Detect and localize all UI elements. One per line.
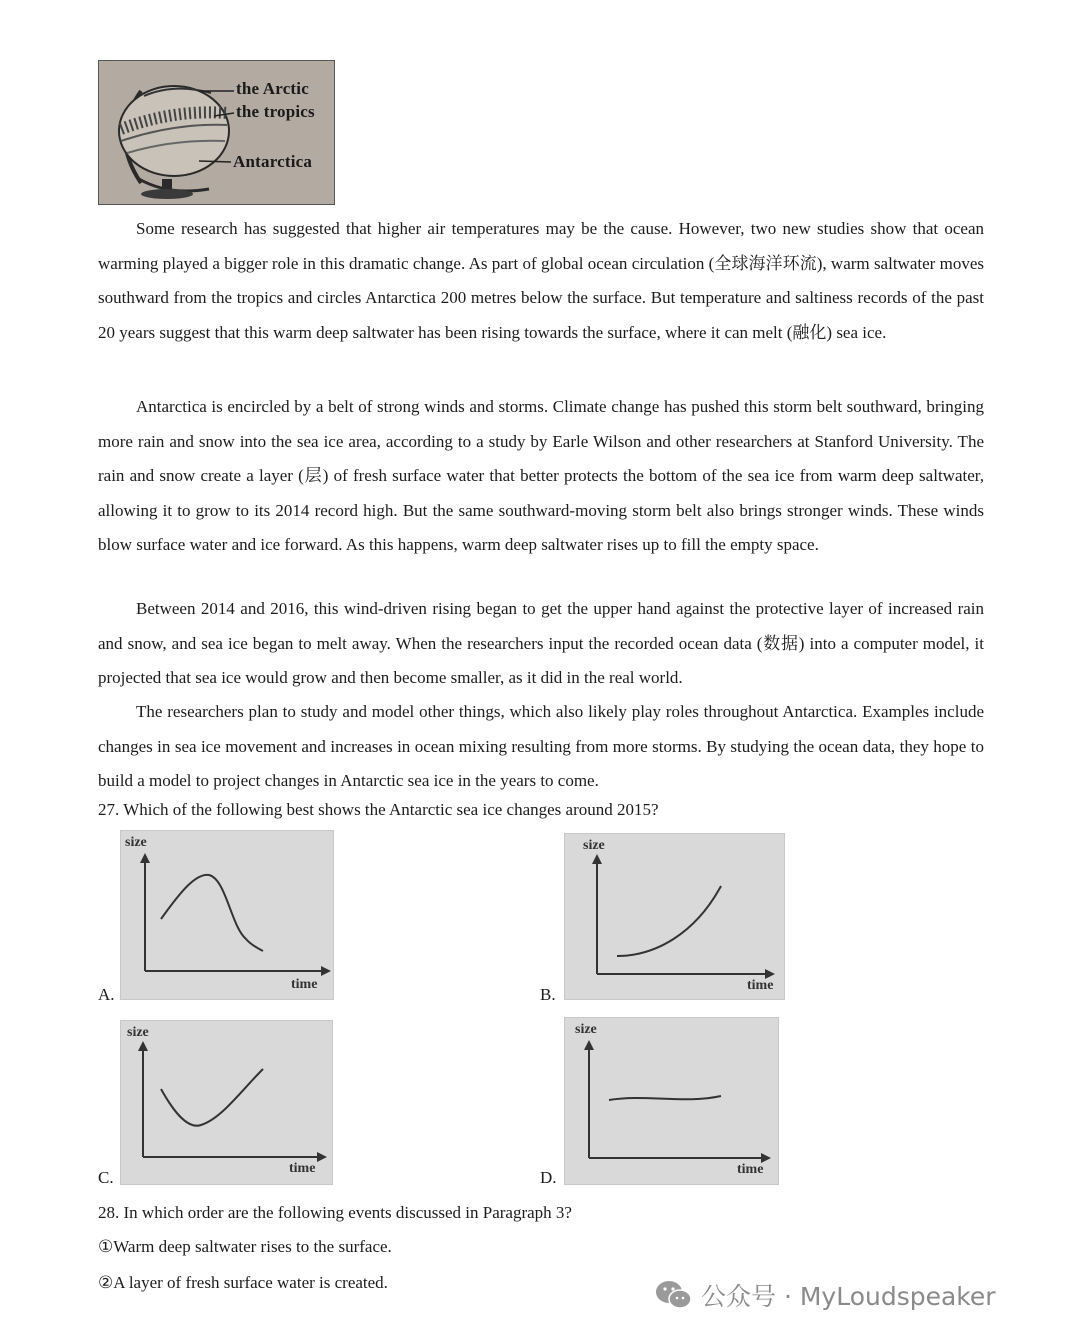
- watermark: [655, 1275, 996, 1315]
- y-axis-arrow: [140, 853, 150, 863]
- option-c-graph[interactable]: [120, 1020, 333, 1185]
- y-label-a: size: [125, 835, 147, 850]
- event-1: ①Warm deep saltwater rises to the surface.: [98, 1237, 392, 1256]
- question-28: 28. In which order are the following events discussed in Paragraph 3?: [98, 1203, 572, 1222]
- curve-d: [609, 1096, 721, 1100]
- option-d-graph[interactable]: [564, 1017, 779, 1185]
- y-axis-arrow: [138, 1041, 148, 1051]
- y-label-b: size: [583, 838, 605, 853]
- curve-b: [617, 886, 721, 956]
- option-d-letter[interactable]: D.: [540, 1168, 557, 1187]
- label-antarctica: Antarctica: [233, 152, 313, 171]
- curve-a: [161, 875, 263, 951]
- question-27: 27. Which of the following best shows the Antarctic sea ice changes around 2015?: [98, 800, 659, 819]
- wechat-icon: [655, 1279, 693, 1311]
- watermark-text: 公众号 · MyLoudspeaker: [701, 1282, 996, 1311]
- y-label-c: size: [127, 1025, 149, 1040]
- paragraph-2: Antarctica is encircled by a belt of strong winds and storms. Climate change has pushed this storm belt southward, bringing more rain and snow into the sea ice area, according to a study by Earle Wilson and other researchers at Stanford University. The rain and snow create a layer (层) of fresh surface water that better protects the bottom of the sea ice from warm deep saltwater, allowing it to grow to its 2014 record high. But the same southward-moving storm belt also brings stronger winds. These winds blow surface water and ice forward. As this happens, warm deep saltwater rises up to fill the empty space.: [98, 397, 984, 554]
- y-label-d: size: [575, 1022, 597, 1037]
- label-tropics: the tropics: [236, 102, 315, 121]
- curve-c: [161, 1069, 263, 1126]
- paragraph-4: The researchers plan to study and model other things, which also likely play roles throughout Antarctica. Examples include changes in sea ice movement and increases in ocean mixing resulting from more storms. By studying the ocean data, they hope to build a model to project changes in Antarctic sea ice in the years to come.: [98, 702, 984, 790]
- option-c-letter[interactable]: C.: [98, 1168, 114, 1187]
- x-axis-arrow: [321, 966, 331, 976]
- option-b-letter[interactable]: B.: [540, 985, 556, 1004]
- x-label-d: time: [737, 1162, 764, 1177]
- x-label-c: time: [289, 1161, 316, 1176]
- option-a-letter[interactable]: A.: [98, 985, 115, 1004]
- option-a-graph[interactable]: [120, 830, 334, 1000]
- paragraph-1: Some research has suggested that higher air temperatures may be the cause. However, two new studies show that ocean warming played a bigger role in this dramatic change. As part of global ocean circulation (全球海洋环流), warm saltwater moves southward from the tropics and circles Antarctica 200 metres below the surface. But temperature and saltiness records of the past 20 years suggest that this warm deep saltwater has been rising towards the surface, where it can melt (融化) sea ice.: [98, 219, 984, 342]
- y-axis-arrow: [592, 854, 602, 864]
- paragraph-3: Between 2014 and 2016, this wind-driven rising began to get the upper hand against the protective layer of increased rain and snow, and sea ice began to melt away. When the researchers input the recorded ocean data (数据) into a computer model, it projected that sea ice would grow and then become smaller, as it did in the real world.: [98, 599, 984, 687]
- globe-illustration: [98, 60, 335, 205]
- label-arctic: the Arctic: [236, 79, 309, 98]
- x-axis-arrow: [317, 1152, 327, 1162]
- option-b-graph[interactable]: [564, 833, 785, 1000]
- x-label-b: time: [747, 978, 774, 993]
- x-label-a: time: [291, 977, 318, 992]
- y-axis-arrow: [584, 1040, 594, 1050]
- event-2: ②A layer of fresh surface water is created.: [98, 1273, 388, 1292]
